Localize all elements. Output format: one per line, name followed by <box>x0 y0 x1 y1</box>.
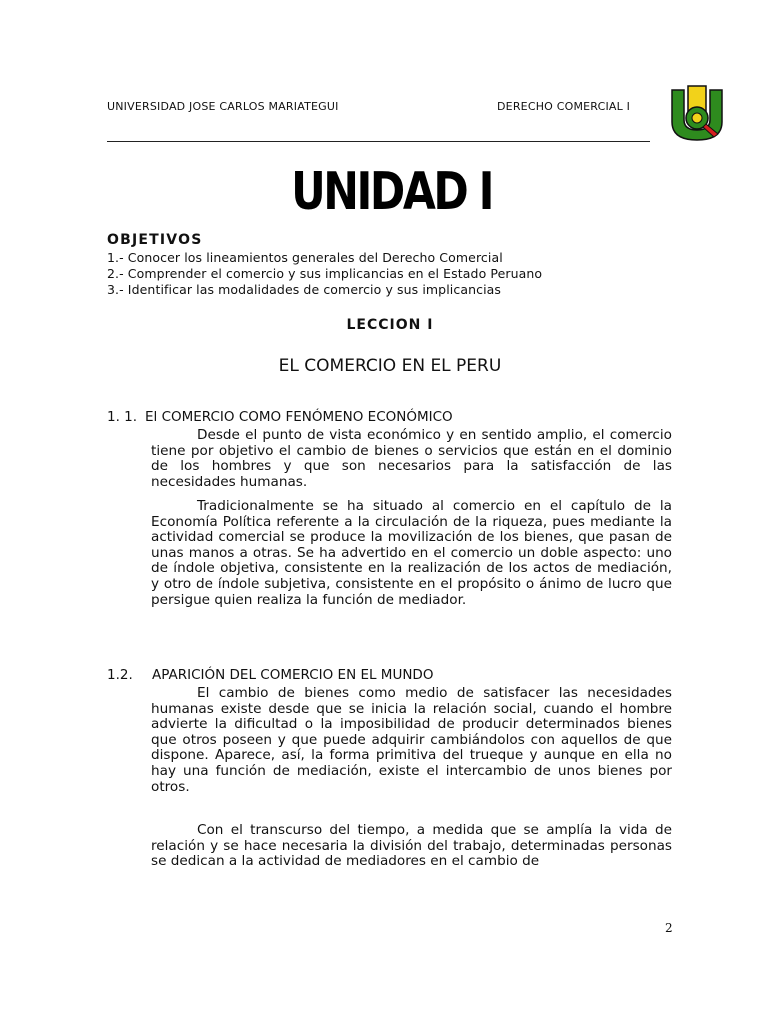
section-number: 1. 1. <box>107 409 138 425</box>
lesson-heading: LECCION I <box>346 317 434 333</box>
section-heading <box>107 667 433 683</box>
header-university: UNIVERSIDAD JOSE CARLOS MARIATEGUI <box>107 100 339 113</box>
header-divider <box>107 141 650 142</box>
body-paragraph: El cambio de bienes como medio de satisfacer las necesidades humanas existe desde que se inicia la relación social, cuando el hombre advierte la dificultad o la imposibilidad de producir determinados bienes que otros poseen y que puede adquirir cambiándolos con aquellos de que dispone. Aparece, así, la forma primitiva del trueque y aunque en ella no hay una función de mediación, existe el intercambio de unos bienes por otros. <box>151 685 672 795</box>
unit-title: UNIDAD I <box>291 162 493 222</box>
body-paragraph: Con el transcurso del tiempo, a medida que se amplía la vida de relación y se hace necesaria la división del trabajo, determinadas personas se dedican a la actividad de mediadores en el cambio de <box>151 822 672 870</box>
section-heading <box>107 409 453 425</box>
body-paragraph: Desde el punto de vista económico y en sentido amplio, el comercio tiene por objetivo el cambio de bienes o servicios que están en el dominio de los hombres y que son necesarios para la satisfacción de las necesidades humanas. <box>151 427 672 490</box>
body-paragraph: Tradicionalmente se ha situado al comercio en el capítulo de la Economía Política referente a la circulación de la riqueza, pues mediante la actividad comercial se produce la movilización de los bienes, que pasan de unas manos a otras. Se ha advertido en el comercio un doble aspecto: uno de índole objetiva, consistente en la realización de los actos de mediación, y otro de índole subjetiva, consistente en el propósito o ánimo de lucro que persigue quien realiza la función de mediador. <box>151 498 672 608</box>
section-number: 1.2. <box>107 667 133 683</box>
objective-item: 3.- Identificar las modalidades de comercio y sus implicancias <box>107 282 502 297</box>
objective-item: 2.- Comprender el comercio y sus implicancias en el Estado Peruano <box>107 266 543 281</box>
section-title: APARICIÓN DEL COMERCIO EN EL MUNDO <box>152 667 434 683</box>
university-logo-icon <box>670 84 724 142</box>
section-title: El COMERCIO COMO FENÓMENO ECONÓMICO <box>145 409 453 425</box>
objective-item: 1.- Conocer los lineamientos generales del Derecho Comercial <box>107 250 503 265</box>
chapter-title: EL COMERCIO EN EL PERU <box>278 356 502 376</box>
objectives-heading: OBJETIVOS <box>107 232 203 248</box>
page-number: 2 <box>665 921 673 935</box>
header-course: DERECHO COMERCIAL I <box>497 100 631 113</box>
